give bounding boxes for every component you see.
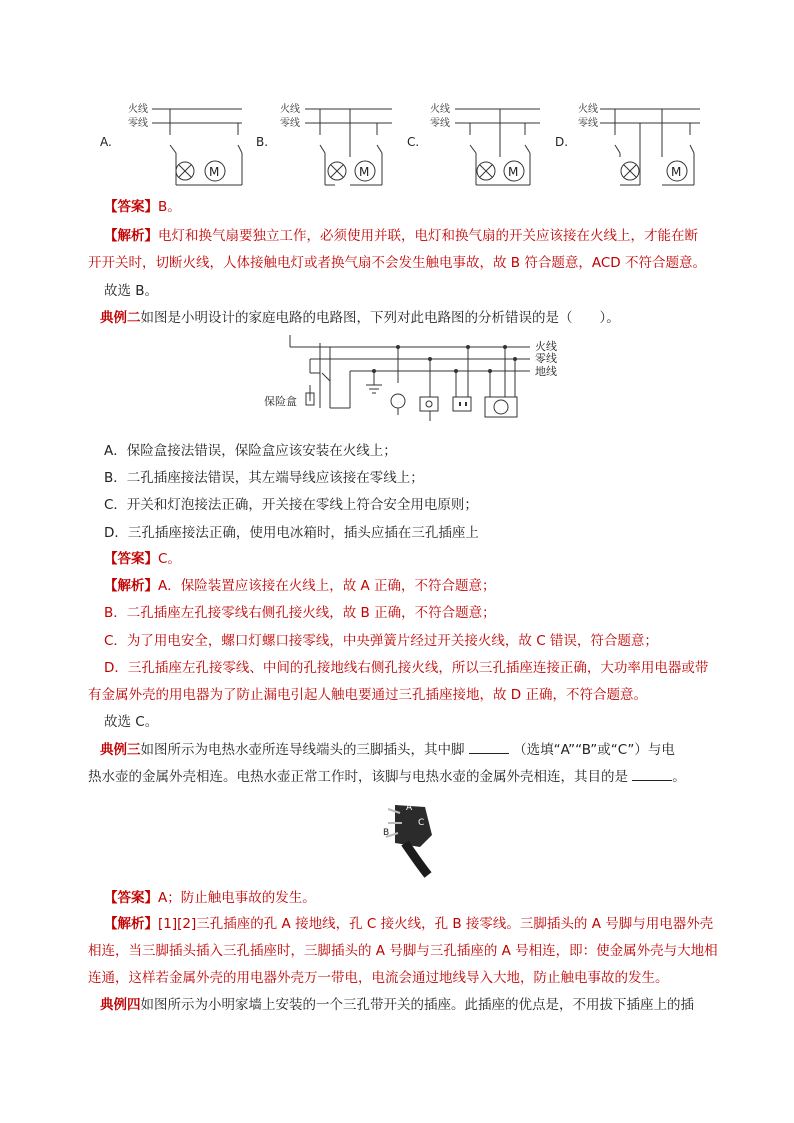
three-pin-plug-image [0, 795, 794, 885]
question-text: 如图是小明设计的家庭电路的电路图，下列对此电路图的分析错误的是（ ）。 [140, 310, 620, 326]
q3-analysis-line-3: 连通，这样若金属外壳的用电器外壳万一带电，电流会通过地线导入大地，防止触电事故的发生。 [88, 970, 669, 986]
answer-blank-1[interactable] [469, 741, 509, 754]
circuit-option-c [455, 109, 540, 185]
live-label-a: 火线 [128, 104, 148, 115]
q2-analysis-line-3: C．为了用电安全，螺口灯螺口接零线，中央弹簧片经过开关接火线，故 C 错误，符合题意； [104, 633, 658, 649]
plug-label-a: A [406, 803, 413, 813]
household-circuit-diagram [0, 333, 794, 433]
q2-answer [104, 549, 181, 569]
analysis-tag: 【解析】 [104, 916, 158, 932]
analysis-tag: 【解析】 [104, 228, 158, 244]
q1-answer [104, 197, 181, 217]
neutral-label-c: 零线 [430, 118, 450, 129]
answer-tag: 【答案】 [104, 199, 158, 215]
motor-letter-d: M [671, 165, 682, 179]
analysis-text: A．保险装置应该接在火线上，故 A 正确，不符合题意； [158, 578, 496, 594]
neutral-label-d: 零线 [578, 118, 598, 129]
motor-letter-a: M [209, 165, 220, 179]
option-b-label: B. [256, 135, 269, 149]
q2-analysis-line-5: 有金属外壳的用电器为了防止漏电引起人触电要通过三孔插座接地，故 D 正确，不符合题意。 [88, 687, 647, 703]
motor-letter-c: M [508, 165, 519, 179]
q1-analysis-line-1 [104, 226, 698, 246]
option-c-label: C. [407, 135, 420, 149]
example-tag: 典例三 [100, 742, 141, 758]
question-text-d: 。 [672, 769, 686, 785]
example-tag: 典例二 [100, 310, 141, 326]
answer-value: C。 [158, 551, 181, 567]
circuit-option-b [305, 109, 392, 185]
q2-option-c: C．开关和灯泡接法正确，开关接在零线上符合安全用电原则； [104, 497, 478, 513]
q2-option-b: B．二孔插座接法错误，其左端导线应该接在零线上； [104, 470, 424, 486]
circuit-option-a [152, 109, 242, 185]
live-wire-label: 火线 [535, 340, 557, 353]
q2-analysis-line-2: B．二孔插座左孔接零线右侧孔接火线，故 B 正确，不符合题意； [104, 605, 496, 621]
q4-question [100, 995, 694, 1015]
motor-letter-b: M [359, 165, 370, 179]
question-text-c: 热水壶的金属外壳相连。电热水壶正常工作时，该脚与电热水壶的金属外壳相连，其目的是 [88, 769, 628, 785]
question-text: 如图所示为小明家墙上安装的一个三孔带开关的插座。此插座的优点是，不用拔下插座上的插 [140, 997, 694, 1013]
analysis-tag: 【解析】 [104, 578, 158, 594]
neutral-label-a: 零线 [128, 118, 148, 129]
q3-question-line-1 [100, 740, 675, 760]
q1-conclusion: 故选 B。 [104, 283, 159, 299]
q2-analysis-line-1 [104, 576, 496, 596]
plug-label-b: B [383, 828, 390, 838]
neutral-label-b: 零线 [280, 118, 300, 129]
option-d-label: D. [555, 135, 569, 149]
question-text-b: （选填“A”“B”或“C”）与电 [513, 742, 675, 758]
analysis-text: [1][2]三孔插座的孔 A 接地线，孔 C 接火线，孔 B 接零线。三脚插头的 A 号脚与用电器外壳 [158, 916, 714, 932]
q3-answer [104, 888, 316, 908]
answer-value: B。 [158, 199, 181, 215]
q3-analysis-line-2: 相连，当三脚插头插入三孔插座时，三脚插头的 A 号脚与三孔插座的 A 号相连，即：使金属外壳与大地相 [88, 943, 718, 959]
answer-value: A；防止触电事故的发生。 [158, 890, 316, 906]
option-a-label: A. [100, 135, 112, 149]
question-text-a: 如图所示为电热水壶所连导线端头的三脚插头，其中脚 [140, 742, 465, 758]
q2-analysis-line-4: D．三孔插座左孔接零线、中间的孔接地线右侧孔接火线，所以三孔插座连接正确，大功率用电器或带 [104, 660, 709, 676]
q1-analysis-line-2: 开开关时，切断火线，人体接触电灯或者换气扇不会发生触电事故，故 B 符合题意，ACD 不符合题意。 [88, 255, 706, 271]
q2-question [100, 308, 620, 328]
q2-conclusion: 故选 C。 [104, 714, 159, 730]
analysis-text: 电灯和换气扇要独立工作，必须使用并联，电灯和换气扇的开关应该接在火线上，才能在断 [158, 228, 698, 244]
answer-blank-2[interactable] [632, 768, 672, 781]
circuit-option-d [600, 109, 700, 185]
live-label-c: 火线 [430, 104, 450, 115]
answer-tag: 【答案】 [104, 890, 158, 906]
fuse-box-label: 保险盒 [264, 395, 297, 408]
q2-option-d: D．三孔插座接法正确，使用电冰箱时，插头应插在三孔插座上 [104, 525, 479, 541]
neutral-wire-label: 零线 [535, 352, 557, 365]
example-tag: 典例四 [100, 997, 141, 1013]
q3-analysis-line-1 [104, 914, 713, 934]
live-label-d: 火线 [578, 104, 598, 115]
q3-question-line-2 [88, 767, 686, 787]
plug-label-c: C [418, 818, 425, 828]
ground-wire-label: 地线 [535, 365, 557, 378]
q2-option-a: A．保险盒接法错误，保险盒应该安装在火线上； [104, 443, 397, 459]
answer-tag: 【答案】 [104, 551, 158, 567]
live-label-b: 火线 [280, 104, 300, 115]
